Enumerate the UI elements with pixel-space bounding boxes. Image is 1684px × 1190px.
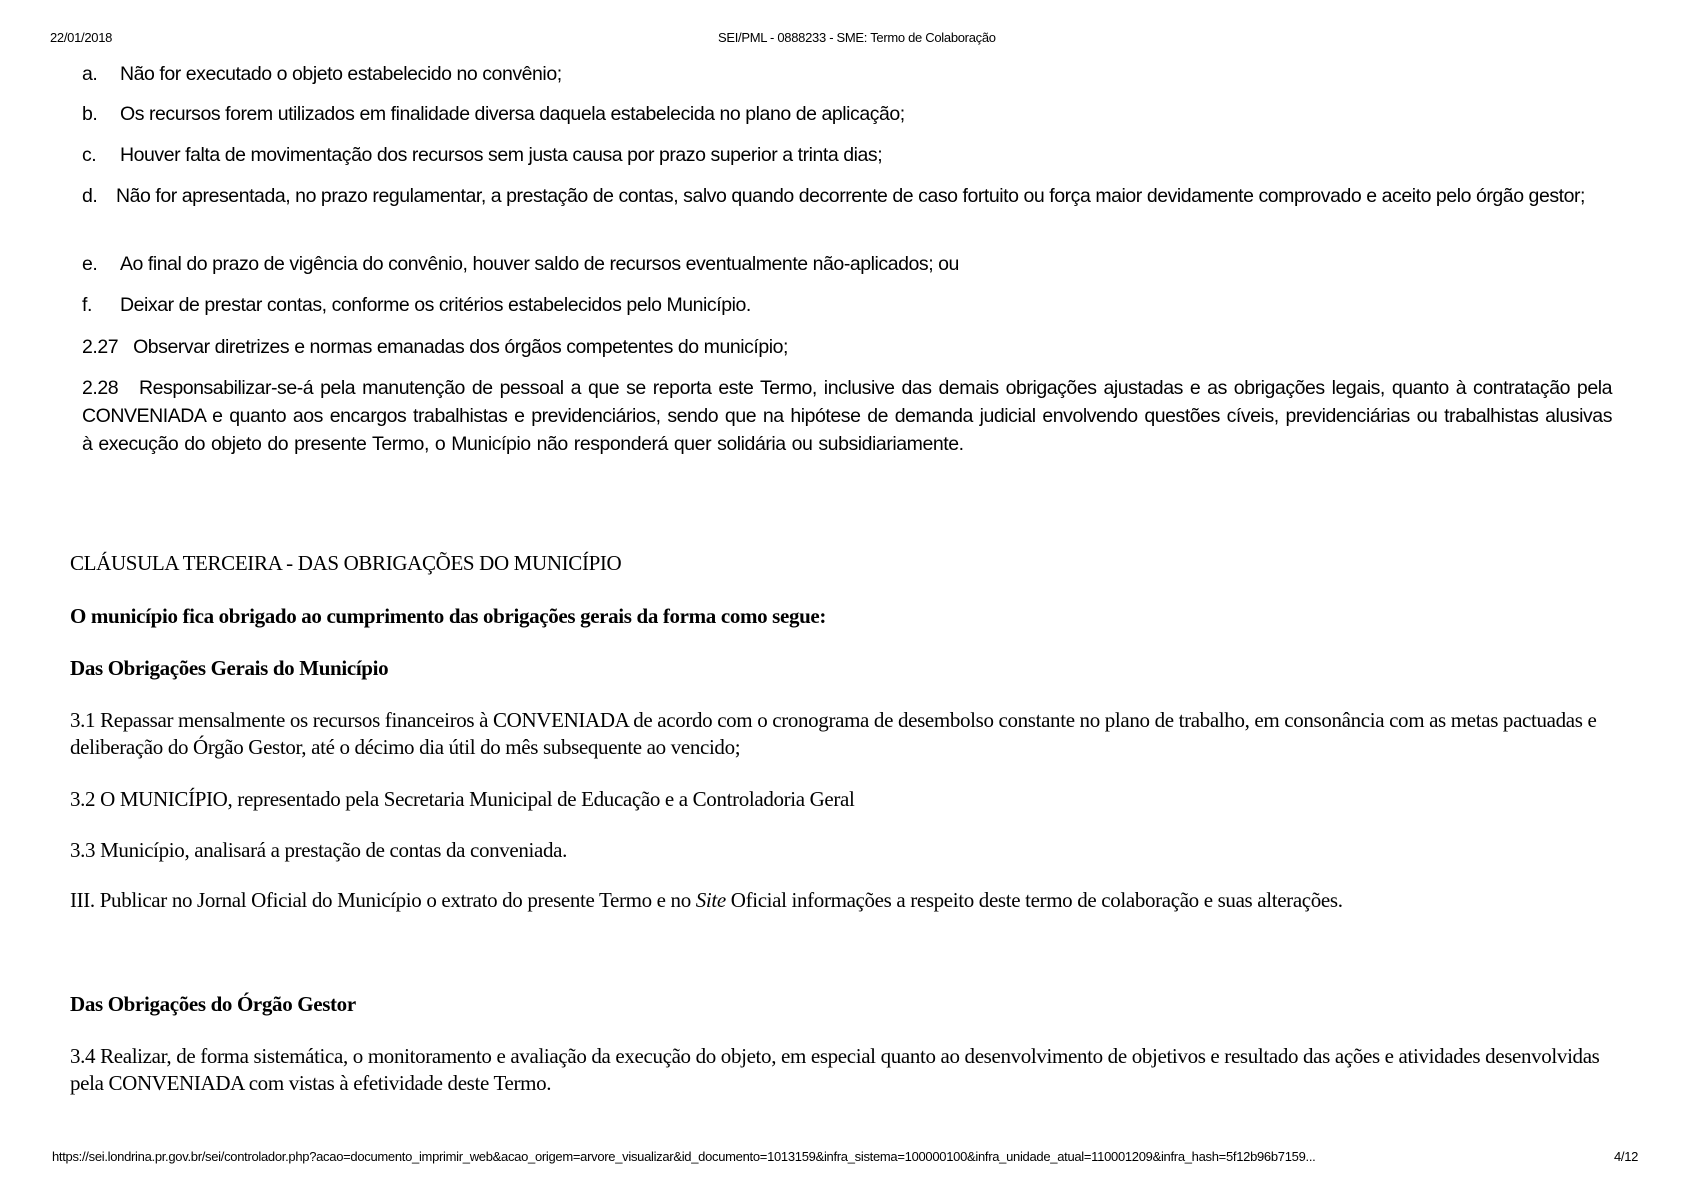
- clause-2-28: [82, 374, 1612, 458]
- list-item-a: [82, 60, 1612, 88]
- list-text: Deixar de prestar contas, conforme os critérios estabelecidos pelo Município.: [120, 294, 751, 316]
- item-3-2: 3.2 O MUNICÍPIO, representado pela Secretaria Municipal de Educação e a Controladoria Geral: [70, 787, 855, 811]
- item-iii-text: III. Publicar no Jornal Oficial do Município o extrato do presente Termo e no: [70, 888, 696, 912]
- item-3-1: 3.1 Repassar mensalmente os recursos financeiros à CONVENIADA de acordo com o cronograma de desembolso constante no plano de trabalho, em consonância com as metas pactuadas e deliberação do Órgão Gestor, até o décimo dia útil do mês subsequente ao vencido;: [70, 708, 1597, 759]
- print-date: 22/01/2018: [50, 30, 113, 45]
- section-intro: O município fica obrigado ao cumprimento das obrigações gerais da forma como segue:: [70, 604, 827, 628]
- list-label: f.: [82, 294, 92, 316]
- item-iii-text-end: Oficial informações a respeito deste termo de colaboração e suas alterações.: [725, 888, 1343, 912]
- list-text: Houver falta de movimentação dos recursos sem justa causa por prazo superior a trinta dias;: [120, 144, 883, 166]
- list-item-b: [82, 100, 1612, 128]
- item-3-4: 3.4 Realizar, de forma sistemática, o monitoramento e avaliação da execução do objeto, em especial quanto ao desenvolvimento de objetivos e resultado das ações e atividades desenvolvidas pela CONVENIADA com vistas à efetividade deste Termo.: [70, 1044, 1600, 1095]
- list-text: Não for apresentada, no prazo regulamentar, a prestação de contas, salvo quando decorrente de caso fortuito ou força maior devidamente comprovado e aceito pelo órgão gestor;: [116, 185, 1586, 207]
- list-label: c.: [82, 144, 97, 166]
- clause-text: Observar diretrizes e normas emanadas dos órgãos competentes do município;: [133, 336, 789, 358]
- list-label: d.: [82, 185, 98, 207]
- page-number: 4/12: [1614, 1149, 1639, 1164]
- list-label: b.: [82, 103, 98, 125]
- list-text: Não for executado o objeto estabelecido no convênio;: [120, 63, 562, 85]
- section-title: CLÁUSULA TERCEIRA - DAS OBRIGAÇÕES DO MUNICÍPIO: [70, 551, 622, 575]
- item-iii-italic: Site: [695, 888, 726, 912]
- subtitle-general-obligations: Das Obrigações Gerais do Município: [70, 656, 389, 680]
- list-label: e.: [82, 253, 98, 275]
- clause-2-27: [82, 333, 1612, 361]
- document-title: SEI/PML - 0888233 - SME: Termo de Colaboração: [718, 30, 996, 45]
- list-item-d: [82, 182, 1612, 210]
- list-label: a.: [82, 63, 98, 85]
- list-item-c: [82, 141, 1612, 169]
- clause-text: Responsabilizar-se-á pela manutenção de pessoal a que se reporta este Termo, inclusive das demais obrigações ajustadas e as obrigações legais, quanto à contratação pela CONVENIADA e quanto aos encargos trabalhistas e previdenciários, sendo que na hipótese de demanda judicial envolvendo questões cíveis, previdenciárias ou trabalhistas alusivas à execução do objeto do presente Termo, o Município não responderá quer solidária ou subsidiariamente.: [82, 377, 1612, 455]
- item-3-3: 3.3 Município, analisará a prestação de contas da conveniada.: [70, 838, 568, 862]
- list-text: Ao final do prazo de vigência do convênio, houver saldo de recursos eventualmente não-aplicados; ou: [120, 253, 959, 275]
- list-item-f: [82, 291, 1612, 319]
- clause-number: 2.27: [82, 336, 119, 358]
- footer-url: https://sei.londrina.pr.gov.br/sei/controlador.php?acao=documento_imprimir_web&acao_origem=arvore_visualizar&id_documento=1013159&infra_sistema=100000100&infra_unidade_atual=110001209&infra_hash=5f12b96b7159...: [52, 1149, 1316, 1164]
- clause-number: 2.28: [82, 377, 119, 399]
- list-text: Os recursos forem utilizados em finalidade diversa daquela estabelecida no plano de aplicação;: [120, 103, 905, 125]
- item-iii: [70, 887, 1630, 914]
- subtitle-gestor-obligations: Das Obrigações do Órgão Gestor: [70, 992, 356, 1016]
- list-item-e: [82, 250, 1612, 278]
